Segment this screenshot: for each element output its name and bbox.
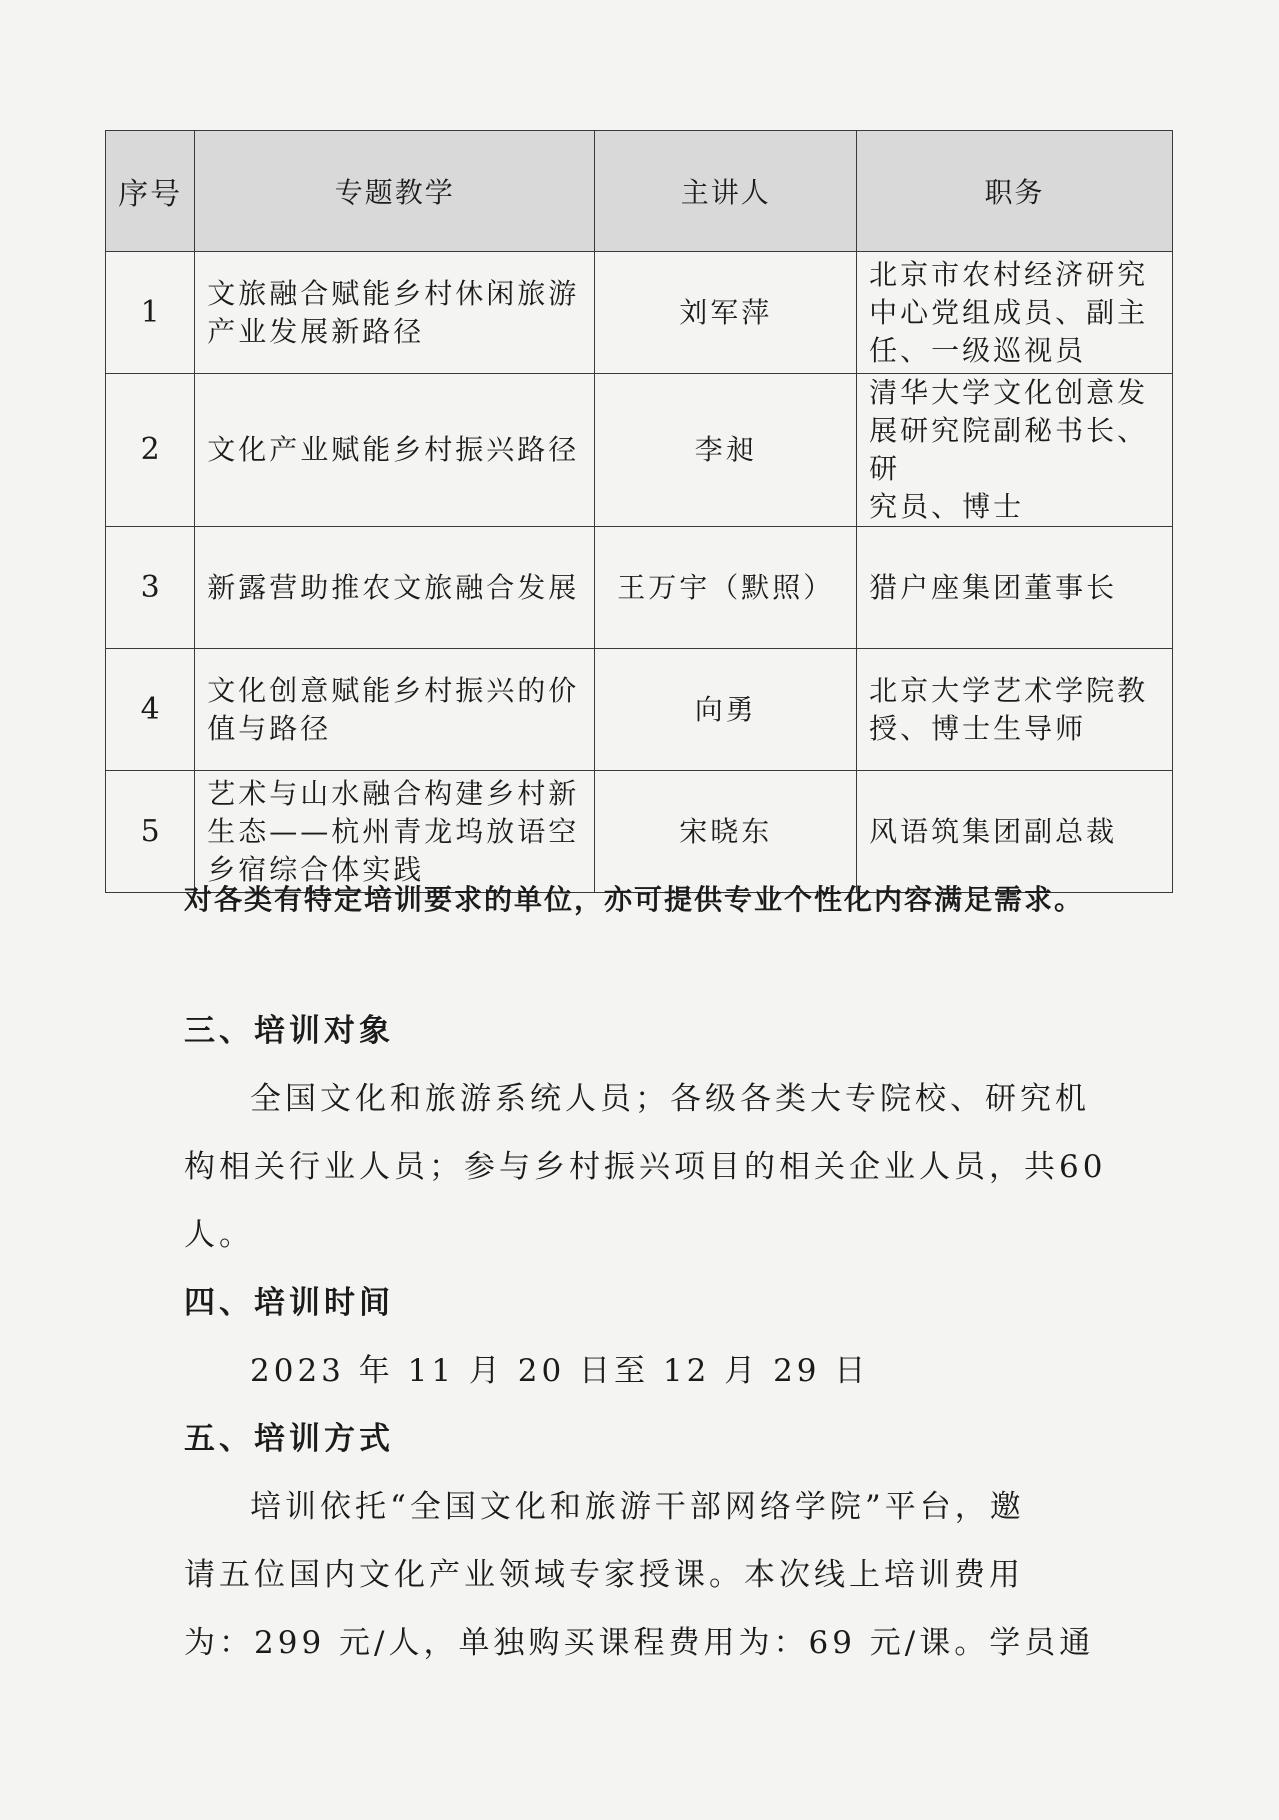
row-title <box>857 771 1173 893</box>
row-no: 5 <box>106 771 195 893</box>
paragraph-line: 培训依托“全国文化和旅游干部网络学院”平台，邀 <box>250 1489 1025 1525</box>
section-heading-time: 四、培训时间 <box>184 1285 394 1321</box>
row-topic <box>195 374 595 527</box>
topic-line: 产业发展新路径 <box>207 314 425 348</box>
topic-line: 文旅融合赋能乡村休闲旅游 <box>207 276 580 310</box>
topic-line: 艺术与山水融合构建乡村新 <box>207 776 580 810</box>
paragraph-line: 全国文化和旅游系统人员；各级各类大专院校、研究机 <box>250 1081 1090 1117</box>
topic-line: 文化产业赋能乡村振兴路径 <box>207 433 580 466</box>
row-speaker: 王万宇（默照） <box>595 527 857 649</box>
row-title <box>857 527 1173 649</box>
paragraph-line: 2023 年 11 月 20 日至 12 月 29 日 <box>250 1353 870 1389</box>
custom-training-note: 对各类有特定培训要求的单位，亦可提供专业个性化内容满足需求。 <box>184 883 1085 916</box>
paragraph-line: 为：299 元/人，单独购买课程费用为：69 元/课。学员通 <box>184 1625 1095 1661</box>
table-row <box>106 374 1173 527</box>
title-line: 北京市农村经济研究 <box>869 257 1149 291</box>
paragraph-line: 构相关行业人员；参与乡村振兴项目的相关企业人员，共60 <box>184 1149 1107 1185</box>
title-line: 中心党组成员、副主 <box>869 295 1149 329</box>
header-speaker: 主讲人 <box>595 131 857 252</box>
title-line: 清华大学文化创意发 <box>869 376 1149 409</box>
table-row <box>106 771 1173 893</box>
row-topic <box>195 527 595 649</box>
row-speaker: 宋晓东 <box>595 771 857 893</box>
row-title <box>857 649 1173 771</box>
row-title <box>857 374 1173 527</box>
table-header-row <box>106 131 1173 252</box>
row-no: 2 <box>106 374 195 527</box>
title-line: 猎户座集团董事长 <box>869 570 1118 604</box>
paragraph-line: 人。 <box>184 1217 254 1253</box>
title-line: 授、博士生导师 <box>869 711 1087 745</box>
header-title: 职务 <box>857 131 1173 252</box>
row-no: 1 <box>106 252 195 374</box>
row-topic <box>195 771 595 893</box>
row-topic <box>195 649 595 771</box>
table-row <box>106 649 1173 771</box>
topic-line: 值与路径 <box>207 711 332 745</box>
table-row <box>106 252 1173 374</box>
topic-line: 文化创意赋能乡村振兴的价 <box>207 673 580 707</box>
section-heading-trainees: 三、培训对象 <box>184 1013 394 1049</box>
topic-line: 乡宿综合体实践 <box>207 852 425 886</box>
header-no: 序号 <box>106 131 195 252</box>
title-line: 任、一级巡视员 <box>869 333 1087 367</box>
row-no: 3 <box>106 527 195 649</box>
row-topic <box>195 252 595 374</box>
title-line: 究员、博士 <box>869 490 1025 523</box>
course-table <box>105 130 1173 893</box>
header-topic: 专题教学 <box>195 131 595 252</box>
row-speaker: 向勇 <box>595 649 857 771</box>
section-heading-method: 五、培训方式 <box>184 1421 394 1457</box>
row-speaker: 刘军萍 <box>595 252 857 374</box>
title-line: 北京大学艺术学院教 <box>869 673 1149 707</box>
row-no: 4 <box>106 649 195 771</box>
topic-line: 生态——杭州青龙坞放语空 <box>207 814 580 848</box>
title-line: 风语筑集团副总裁 <box>869 814 1118 848</box>
topic-line: 新露营助推农文旅融合发展 <box>207 570 580 604</box>
title-line: 展研究院副秘书长、研 <box>869 414 1149 485</box>
paragraph-line: 请五位国内文化产业领域专家授课。本次线上培训费用 <box>184 1557 1024 1593</box>
row-speaker: 李昶 <box>595 374 857 527</box>
row-title <box>857 252 1173 374</box>
table-row <box>106 527 1173 649</box>
